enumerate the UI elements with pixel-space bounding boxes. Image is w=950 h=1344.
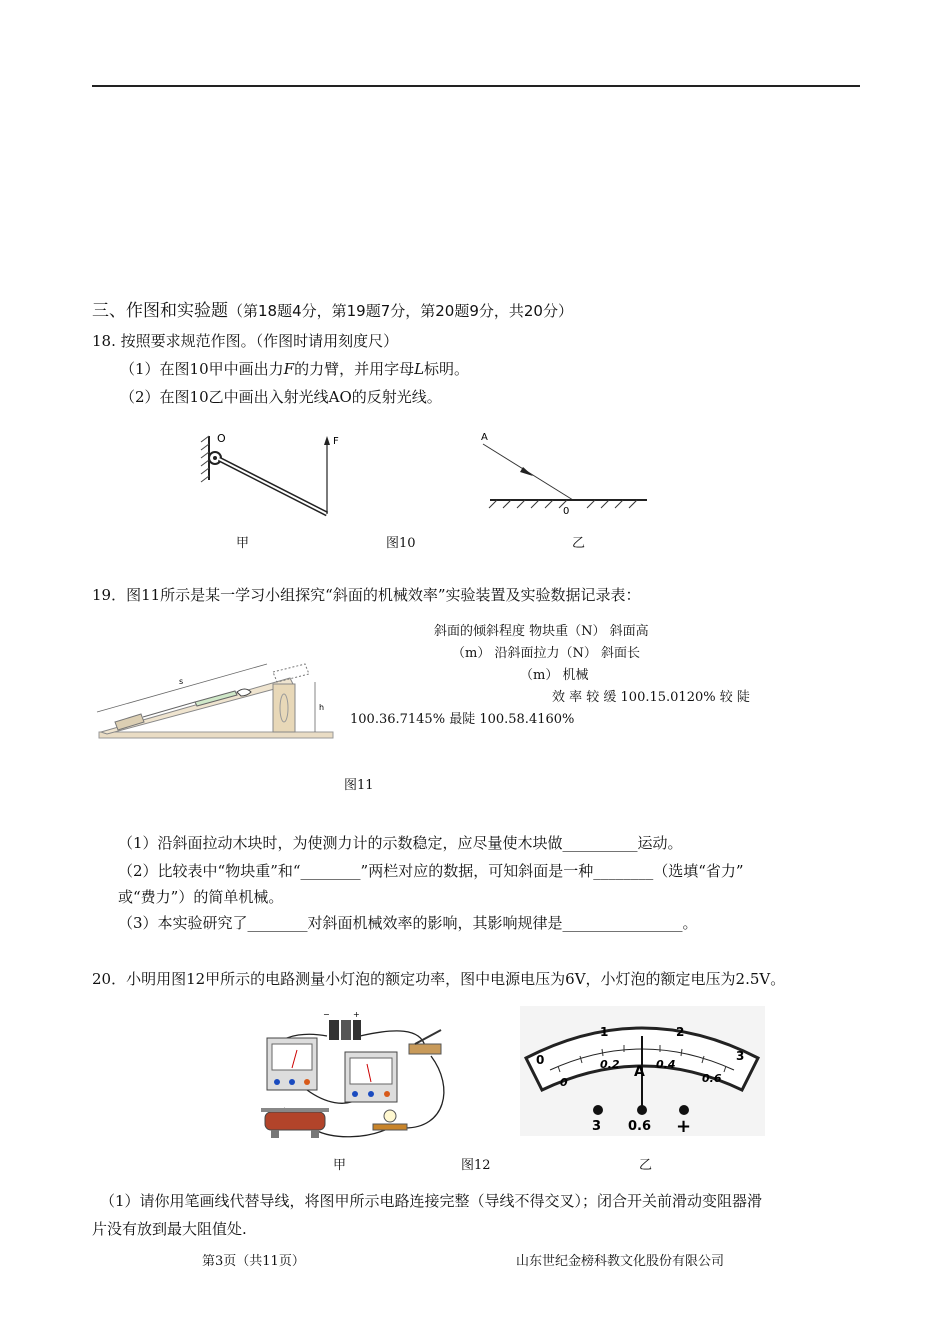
s-dimension: [97, 664, 267, 712]
terminal-3-dot: [593, 1105, 603, 1115]
scale-upper-1: 1: [600, 1025, 609, 1039]
scale-upper-2: 2: [676, 1025, 685, 1039]
q20-sub1a: （1）请你用笔画线代替导线，将图甲所示电路连接完整（导线不得交叉）；闭合开关前滑动变阻器滑: [100, 1192, 763, 1210]
q18-sub2: （2）在图10乙中画出入射光线AO的反射光线。: [120, 388, 442, 406]
q19-sub3: （3）本实验研究了________对斜面机械效率的影响，其影响规律是________________。: [118, 914, 698, 932]
footer-page: 第3页（共11页）: [202, 1254, 305, 1269]
label-s: s: [179, 677, 184, 686]
wall-hatch: [201, 436, 209, 482]
ammeter: [267, 1038, 317, 1090]
scale-upper-3: 3: [736, 1049, 745, 1063]
q20-sub1b: 片没有放到最大阻值处.: [92, 1220, 247, 1238]
base-board: [99, 732, 333, 738]
q18-sub1: （1）在图10甲中画出力F的力臂，并用字母L标明。: [120, 360, 470, 378]
fig10-cap-jia: 甲: [236, 536, 250, 551]
label-O: O: [217, 432, 226, 445]
label-F: F: [333, 436, 339, 447]
table-line-2: （m） 沿斜面拉力（N） 斜面长: [452, 646, 640, 661]
section-note: （第18题4分，第19题7分，第20题9分，共20分）: [228, 302, 573, 320]
label-h: h: [319, 703, 325, 712]
q18-stem: 18. 按照要求规范作图。（作图时请用刻度尺）: [92, 332, 399, 350]
label-A: A: [481, 432, 488, 443]
figure-10-mirror: [475, 428, 655, 520]
figure-12-circuit: [245, 1008, 460, 1150]
fig12-cap-jia: 甲: [333, 1158, 347, 1173]
force-arrow-head: [324, 436, 330, 445]
scale-lower-3: 0.6: [702, 1072, 722, 1085]
scale-lower-1: 0.2: [600, 1058, 620, 1071]
rheostat: [261, 1108, 329, 1138]
svg-text:+: +: [353, 1010, 360, 1019]
terminal-06: 0.6: [628, 1119, 652, 1134]
figure-12-ammeter-dial: [520, 1006, 765, 1136]
table-line-4: 效 率 较 缓 100.15.0120% 较 陡: [552, 690, 750, 705]
fig11-caption: 图11: [344, 778, 374, 793]
terminal-06-dot: [637, 1105, 647, 1115]
q19-sub2a: （2）比较表中“物块重”和“________”两栏对应的数据，可知斜面是一种________（选填“省力”: [118, 862, 744, 880]
battery: [323, 1010, 361, 1040]
scale-upper-0: 0: [536, 1053, 545, 1067]
fig12-cap-yi: 乙: [639, 1158, 653, 1173]
support-block: [273, 684, 295, 732]
q19-sub2b: 或“费力”）的简单机械。: [118, 888, 284, 906]
header-rule: [92, 85, 860, 87]
section-title: 三、作图和实验题（第18题4分，第19题7分，第20题9分，共20分）: [92, 301, 573, 321]
scale-lower-0: 0: [560, 1076, 568, 1089]
q19-stem: 19．图11所示是某一学习小组探究“斜面的机械效率”实验装置及实验数据记录表：: [92, 586, 641, 604]
lamp: [373, 1110, 407, 1130]
figure-11-incline: [95, 650, 335, 745]
figure-10-lever: [195, 428, 345, 523]
fig10-caption: 图10: [386, 536, 416, 551]
terminal-3: 3: [592, 1119, 602, 1134]
q19-sub1: （1）沿斜面拉动木块时，为使测力计的示数稳定，应尽量使木块做__________运动。: [118, 834, 683, 852]
meter-unit: A: [634, 1064, 645, 1080]
footer-company: 山东世纪金榜科教文化股份有限公司: [516, 1254, 725, 1269]
svg-text:−: −: [323, 1010, 330, 1019]
fig10-cap-yi: 乙: [572, 536, 586, 551]
voltmeter: [345, 1052, 397, 1102]
q20-stem: 20．小明用图12甲所示的电路测量小灯泡的额定功率，图中电源电压为6V，小灯泡的额定电压为2.5V。: [92, 970, 786, 988]
table-line-5: 100.36.7145% 最陡 100.58.4160%: [350, 712, 575, 727]
fig12-caption: 图12: [461, 1158, 491, 1173]
label-0: 0: [563, 506, 570, 517]
terminal-plus-dot: [679, 1105, 689, 1115]
scale-lower-2: 0.4: [656, 1058, 676, 1071]
table-line-1: 斜面的倾斜程度 物块重（N） 斜面高: [434, 624, 649, 639]
terminal-plus: +: [676, 1116, 692, 1136]
pivot-center: [213, 456, 217, 460]
table-line-3: （m） 机械: [520, 668, 589, 683]
